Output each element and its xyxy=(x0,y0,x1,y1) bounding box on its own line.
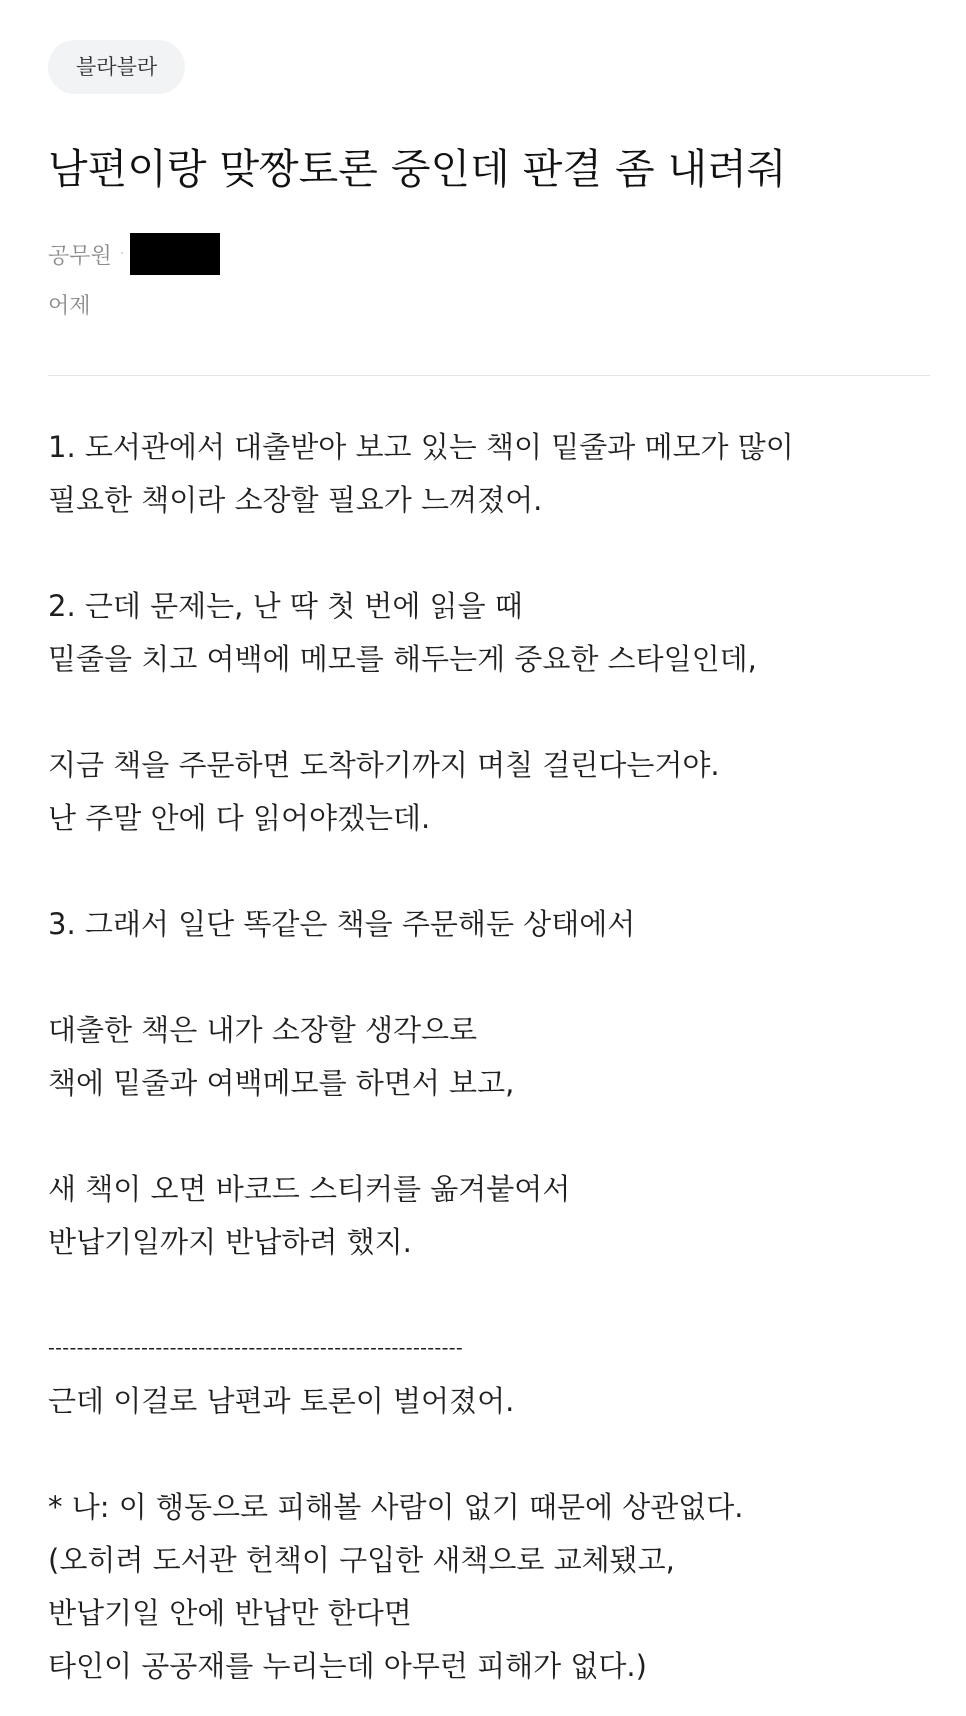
body-line: 1. 도서관에서 대출받아 보고 있는 책이 밑줄과 메모가 많이 xyxy=(48,430,794,464)
body-line: (오히려 도서관 헌책이 구입한 새책으로 교체됐고, xyxy=(48,1543,675,1577)
body-line: * 나: 이 행동으로 피해볼 사람이 없기 때문에 상관없다. xyxy=(48,1490,744,1524)
body-line: 지금 책을 주문하면 도착하기까지 며칠 걸린다는거야. xyxy=(48,748,720,782)
body-line: 난 주말 안에 다 읽어야겠는데. xyxy=(48,801,431,835)
body-line: 필요한 책이라 소장할 필요가 느껴졌어. xyxy=(48,483,543,517)
author-redacted-block xyxy=(130,233,220,275)
post-title: 남편이랑 맞짱토론 중인데 판결 좀 내려줘 xyxy=(48,145,787,193)
author-company: 공무원 xyxy=(48,243,112,269)
header-divider xyxy=(48,375,930,376)
body-line: 밑줄을 치고 여백에 메모를 해두는게 중요한 스타일인데, xyxy=(48,642,757,676)
body-line: 2. 근데 문제는, 난 딱 첫 번에 읽을 때 xyxy=(48,589,523,623)
body-line: 반납기일까지 반납하려 했지. xyxy=(48,1225,412,1259)
body-line: 책에 밑줄과 여백메모를 하면서 보고, xyxy=(48,1066,515,1100)
body-separator-line: ---------------------------------------------------------- xyxy=(48,1337,464,1359)
body-line: 3. 그래서 일단 똑같은 책을 주문해둔 상태에서 xyxy=(48,907,636,941)
body-line: 타인이 공공재를 누리는데 아무런 피해가 없다.) xyxy=(48,1649,647,1683)
meta-separator: · xyxy=(119,246,125,262)
post-meta xyxy=(48,234,220,274)
category-chip[interactable]: 블라블라 xyxy=(48,40,185,94)
body-line: 대출한 책은 내가 소장할 생각으로 xyxy=(48,1013,478,1047)
body-line: 근데 이걸로 남편과 토론이 벌어졌어. xyxy=(48,1384,515,1418)
post-date: 어제 xyxy=(48,294,91,319)
body-line: 새 책이 오면 바코드 스티커를 옮겨붙여서 xyxy=(48,1172,571,1206)
body-line: 반납기일 안에 반납만 한다면 xyxy=(48,1596,412,1630)
